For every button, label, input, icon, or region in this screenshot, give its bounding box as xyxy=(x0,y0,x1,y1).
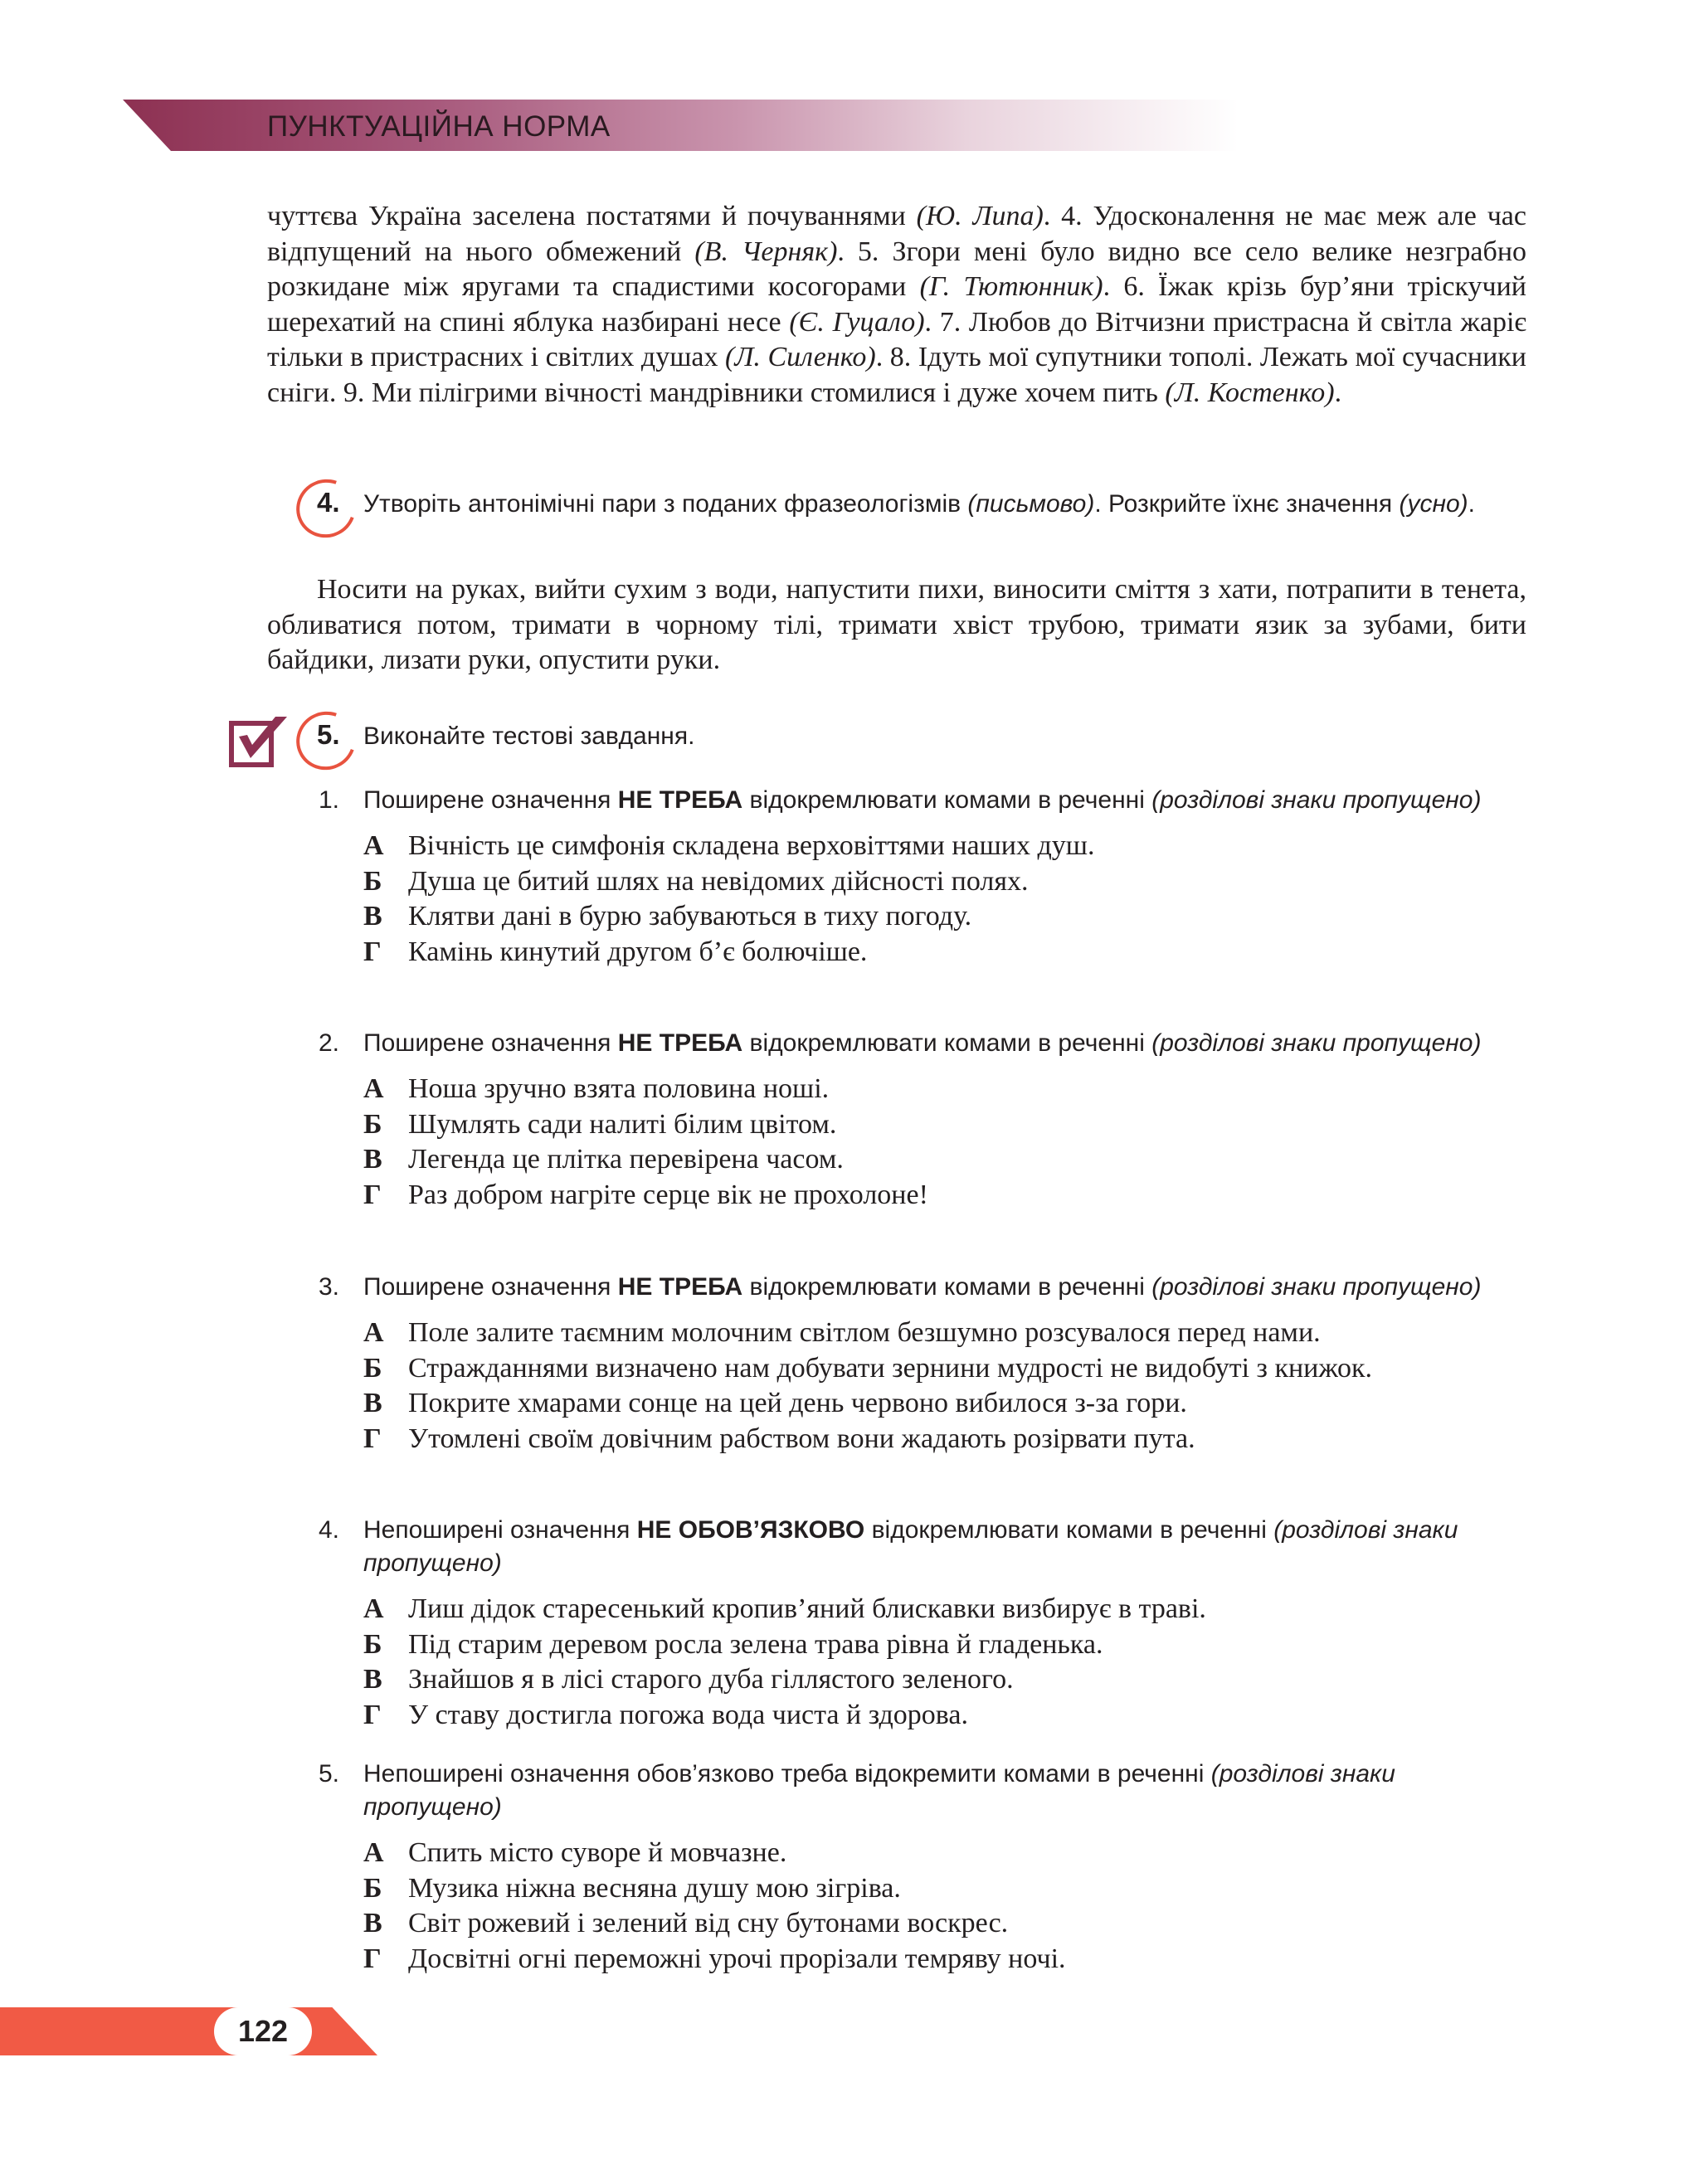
option-text: Поле залите таємним молочним світлом безшумно розсувалося перед нами. xyxy=(408,1317,1321,1348)
page-number-band xyxy=(0,2007,377,2055)
option-text: Покрите хмарами сонце на цей день червоно вибилося з-за гори. xyxy=(408,1388,1187,1418)
answer-option[interactable] xyxy=(363,1072,1526,1107)
question-2 xyxy=(319,1027,1526,1213)
question-text: Непоширені означення обов’язково треба відокремити комами в реченні (розділові знаки пропущено) xyxy=(363,1760,1395,1821)
intro-paragraph xyxy=(267,199,1526,411)
question-prompt xyxy=(319,1514,1526,1580)
answer-option[interactable] xyxy=(363,1627,1526,1663)
answer-option[interactable] xyxy=(363,1942,1526,1977)
question-number: 1. xyxy=(319,786,340,814)
option-letter: Б xyxy=(363,1108,382,1140)
option-letter: А xyxy=(363,1837,384,1868)
option-text: Камінь кинутий другом б’є болючіше. xyxy=(408,936,868,967)
option-letter: А xyxy=(363,1593,384,1624)
option-text: Вічність це симфонія складена верховіттями наших душ. xyxy=(408,830,1095,861)
answer-option[interactable] xyxy=(363,1142,1526,1178)
option-text: Легенда це плітка перевірена часом. xyxy=(408,1144,844,1175)
option-text: Знайшов я в лісі старого дуба гіллястого зеленого. xyxy=(408,1664,1014,1695)
option-text: Під старим деревом росла зелена трава рівна й гладенька. xyxy=(408,1628,1103,1660)
answer-options xyxy=(319,829,1526,970)
option-letter: В xyxy=(363,1664,382,1695)
option-letter: Г xyxy=(363,936,382,967)
task-4-phrases: Носити на руках, вийти сухим з води, напустити пихи, виносити сміття з хати, потрапити в тенета, обливатися потом, тримати в чорному тілі, тримати хвіст трубою, тримати язик за зубами, бити байдики, лизати руки, опустити руки. xyxy=(267,574,1526,675)
option-text: Досвітні огні переможні урочі прорізали темряву ночі. xyxy=(408,1943,1066,1974)
option-text: Музика ніжна весняна душу мою зігріва. xyxy=(408,1872,901,1904)
option-letter: Г xyxy=(363,1179,382,1210)
option-letter: Г xyxy=(363,1943,382,1974)
option-text: Клятви дані в бурю забуваються в тиху погоду. xyxy=(408,901,972,931)
option-letter: А xyxy=(363,1073,384,1104)
option-letter: А xyxy=(363,1317,384,1348)
question-text: Поширене означення НЕ ТРЕБА відокремлювати комами в реченні (розділові знаки пропущено) xyxy=(363,786,1482,814)
intro-paragraph-text: чуттєва Україна заселена постатями й почуваннями (Ю. Липа). 4. Удосконалення не має меж але час відпущений на нього обмежений (В. Черняк). 5. Згори мені було видно все село велике незграбно розкидане між яругами та спадистими косогорами (Г. Тютюнник). 6. Їжак крізь бур’яни тріскучий шерехатий на спині яблука назбирані несе (Є. Гуцало). 7. Любов до Вітчизни пристрасна й світла жаріє тільки в пристрасних і світлих душах (Л. Силенко). 8. Ідуть мої супутники тополі. Лежать мої сучасники сніги. 9. Ми пілігрими вічності мандрівники стомилися і дуже хочем пить (Л. Костенко). xyxy=(267,201,1527,408)
option-text: Утомлені своїм довічним рабством вони жадають розірвати пута. xyxy=(408,1423,1195,1454)
question-number: 5. xyxy=(319,1760,340,1788)
option-letter: Б xyxy=(363,1352,382,1384)
question-5 xyxy=(319,1758,1526,1977)
answer-option[interactable] xyxy=(363,1107,1526,1143)
option-letter: В xyxy=(363,1144,382,1175)
question-prompt xyxy=(319,1027,1526,1060)
option-text: Душа це битий шлях на невідомих дійсності полях. xyxy=(408,865,1029,897)
option-text: Стражданнями визначено нам добувати зернини мудрості не видобуті з книжок. xyxy=(408,1352,1373,1384)
task-4-instruction: Утворіть антонімічні пари з поданих фразеологізмів (письмово). Розкрийте їхнє значення (усно). xyxy=(363,490,1475,518)
option-letter: Б xyxy=(363,1872,382,1904)
question-text: Непоширені означення НЕ ОБОВ’ЯЗКОВО відокремлювати комами в реченні (розділові знаки пропущено) xyxy=(363,1516,1458,1577)
option-letter: Г xyxy=(363,1699,382,1730)
page-number: 122 xyxy=(237,2014,289,2048)
question-prompt xyxy=(319,1758,1526,1824)
question-3 xyxy=(319,1271,1526,1457)
answer-option[interactable] xyxy=(363,935,1526,970)
question-text: Поширене означення НЕ ТРЕБА відокремлювати комами в реченні (розділові знаки пропущено) xyxy=(363,1029,1482,1057)
question-number: 3. xyxy=(319,1273,340,1301)
task-5-instruction: Виконайте тестові завдання. xyxy=(363,722,695,750)
question-4 xyxy=(319,1514,1526,1733)
answer-options xyxy=(319,1836,1526,1977)
answer-option[interactable] xyxy=(363,899,1526,935)
question-prompt xyxy=(319,784,1526,817)
answer-options xyxy=(319,1072,1526,1213)
option-letter: Б xyxy=(363,1628,382,1660)
answer-option[interactable] xyxy=(363,1386,1526,1422)
answer-option[interactable] xyxy=(363,1351,1526,1387)
option-text: Світ рожевий і зелений від сну бутонами воскрес. xyxy=(408,1908,1009,1938)
question-text: Поширене означення НЕ ТРЕБА відокремлювати комами в реченні (розділові знаки пропущено) xyxy=(363,1273,1482,1301)
option-letter: А xyxy=(363,830,384,861)
answer-options xyxy=(319,1592,1526,1733)
answer-option[interactable] xyxy=(363,1178,1526,1214)
option-letter: Г xyxy=(363,1423,382,1454)
answer-option[interactable] xyxy=(363,1871,1526,1907)
option-text: У ставу достигла погожа вода чиста й здорова. xyxy=(408,1699,969,1730)
question-number: 4. xyxy=(319,1516,340,1544)
answer-option[interactable] xyxy=(363,1662,1526,1698)
task-5-number: 5. xyxy=(317,719,340,750)
option-text: Шумлять сади налиті білим цвітом. xyxy=(408,1108,837,1140)
option-text: Спить місто суворе й мовчазне. xyxy=(408,1837,787,1868)
answer-option[interactable] xyxy=(363,1906,1526,1942)
task-4-number: 4. xyxy=(317,487,340,518)
answer-option[interactable] xyxy=(363,1698,1526,1734)
answer-option[interactable] xyxy=(363,1836,1526,1871)
question-1 xyxy=(319,784,1526,970)
answer-option[interactable] xyxy=(363,829,1526,864)
option-text: Раз добром нагріте серце вік не прохолоне! xyxy=(408,1179,928,1210)
answer-option[interactable] xyxy=(363,864,1526,900)
question-number: 2. xyxy=(319,1029,340,1057)
option-letter: Б xyxy=(363,865,382,897)
option-text: Лиш дідок старесенький кропив’яний блискавки визбирує в траві. xyxy=(408,1593,1206,1624)
option-letter: В xyxy=(363,1388,382,1418)
answer-option[interactable] xyxy=(363,1316,1526,1351)
question-prompt xyxy=(319,1271,1526,1304)
checkmark-icon xyxy=(229,713,292,770)
answer-option[interactable] xyxy=(363,1422,1526,1457)
option-text: Ноша зручно взята половина ноші. xyxy=(408,1073,830,1104)
option-letter: В xyxy=(363,901,382,931)
option-letter: В xyxy=(363,1908,382,1938)
answer-option[interactable] xyxy=(363,1592,1526,1627)
chapter-title: ПУНКТУАЦІЙНА НОРМА xyxy=(267,110,611,143)
answer-options xyxy=(319,1316,1526,1457)
task-4-text xyxy=(267,572,1526,679)
